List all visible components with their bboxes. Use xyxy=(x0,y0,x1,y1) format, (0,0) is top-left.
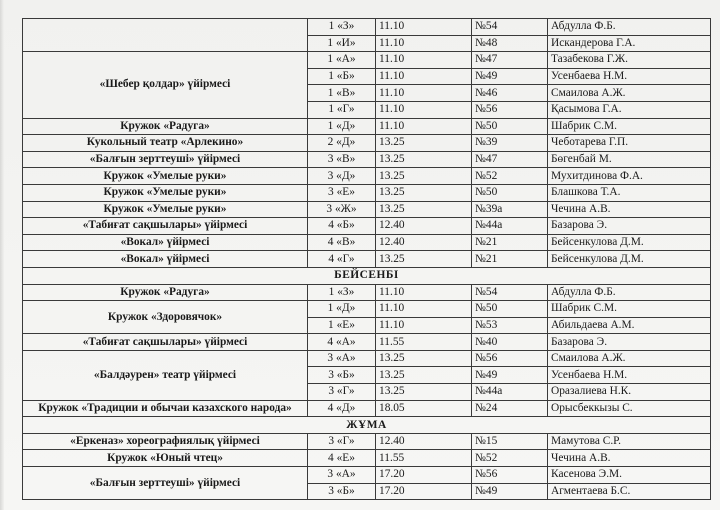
class-cell: 3 «Ж» xyxy=(308,201,376,218)
teacher-cell: Базарова Э. xyxy=(548,218,711,235)
room-cell: №47 xyxy=(472,52,548,69)
teacher-cell: Оразалиева Н.К. xyxy=(548,384,711,401)
teacher-cell: Шабрик С.М. xyxy=(548,301,711,318)
teacher-cell: Усенбаева Н.М. xyxy=(548,68,711,85)
class-cell: 3 «Д» xyxy=(308,168,376,185)
time-cell: 13.25 xyxy=(376,251,472,268)
teacher-cell: Базарова Э. xyxy=(548,334,711,351)
class-cell: 3 «Г» xyxy=(308,433,376,450)
table-row xyxy=(23,135,711,152)
table-row xyxy=(23,334,711,351)
teacher-cell: Қасымова Г.А. xyxy=(548,101,711,118)
room-cell: №49 xyxy=(472,68,548,85)
table-row xyxy=(23,400,711,417)
table-row xyxy=(23,234,711,251)
club-name-cell: Кружок «Юный чтец» xyxy=(23,450,308,467)
table-row xyxy=(23,218,711,235)
room-cell: №52 xyxy=(472,450,548,467)
room-cell: №48 xyxy=(472,35,548,52)
table-row xyxy=(23,19,711,36)
teacher-cell: Смаилова А.Ж. xyxy=(548,350,711,367)
day-heading-row xyxy=(23,267,711,284)
time-cell: 12.40 xyxy=(376,218,472,235)
club-name-cell: «Вокал» үйірмесі xyxy=(23,251,308,268)
room-cell: №46 xyxy=(472,85,548,102)
class-cell: 3 «Б» xyxy=(308,367,376,384)
class-cell: 3 «В» xyxy=(308,151,376,168)
club-name-cell: «Балдәурен» театр үйірмесі xyxy=(23,350,308,400)
club-name-cell: «Вокал» үйірмесі xyxy=(23,234,308,251)
room-cell: №44а xyxy=(472,384,548,401)
table-row xyxy=(23,450,711,467)
room-cell: №49 xyxy=(472,483,548,500)
teacher-cell: Абдулла Ф.Б. xyxy=(548,19,711,36)
teacher-cell: Абильдаева А.М. xyxy=(548,317,711,334)
club-name-cell: «Еркеназ» хореографиялық үйірмесі xyxy=(23,433,308,450)
room-cell: №56 xyxy=(472,101,548,118)
class-cell: 3 «Б» xyxy=(308,483,376,500)
room-cell: №49 xyxy=(472,367,548,384)
time-cell: 11.10 xyxy=(376,317,472,334)
class-cell: 1 «В» xyxy=(308,85,376,102)
time-cell: 11.10 xyxy=(376,118,472,135)
time-cell: 13.25 xyxy=(376,201,472,218)
teacher-cell: Мамутова С.Р. xyxy=(548,433,711,450)
teacher-cell: Искандерова Г.А. xyxy=(548,35,711,52)
time-cell: 13.25 xyxy=(376,151,472,168)
class-cell: 1 «Г» xyxy=(308,101,376,118)
time-cell: 13.25 xyxy=(376,350,472,367)
time-cell: 11.10 xyxy=(376,68,472,85)
table-row xyxy=(23,151,711,168)
table-row xyxy=(23,168,711,185)
room-cell: №44а xyxy=(472,218,548,235)
class-cell: 1 «Б» xyxy=(308,68,376,85)
class-cell: 4 «А» xyxy=(308,334,376,351)
club-name-cell: Кружок «Радуга» xyxy=(23,284,308,301)
class-cell: 3 «Г» xyxy=(308,384,376,401)
room-cell: №39 xyxy=(472,135,548,152)
room-cell: №39а xyxy=(472,201,548,218)
teacher-cell: Мухитдинова Ф.А. xyxy=(548,168,711,185)
teacher-cell: Чечина А.В. xyxy=(548,201,711,218)
time-cell: 11.10 xyxy=(376,101,472,118)
room-cell: №50 xyxy=(472,118,548,135)
class-cell: 1 «Е» xyxy=(308,317,376,334)
day-heading-thursday: БЕЙСЕНБІ xyxy=(23,267,711,284)
time-cell: 11.10 xyxy=(376,35,472,52)
room-cell: №15 xyxy=(472,433,548,450)
club-name-cell: Кружок «Умелые руки» xyxy=(23,168,308,185)
class-cell: 1 «З» xyxy=(308,19,376,36)
teacher-cell: Орысбеккызы С. xyxy=(548,400,711,417)
time-cell: 11.10 xyxy=(376,301,472,318)
teacher-cell: Чечина А.В. xyxy=(548,450,711,467)
time-cell: 13.25 xyxy=(376,135,472,152)
time-cell: 17.20 xyxy=(376,483,472,500)
time-cell: 11.55 xyxy=(376,450,472,467)
class-cell: 4 «В» xyxy=(308,234,376,251)
table-row xyxy=(23,284,711,301)
class-cell: 4 «Е» xyxy=(308,450,376,467)
class-cell: 1 «З» xyxy=(308,284,376,301)
room-cell: №50 xyxy=(472,184,548,201)
time-cell: 11.10 xyxy=(376,52,472,69)
time-cell: 11.10 xyxy=(376,19,472,36)
club-name-cell: Кружок «Традиции и обычаи казахского народа» xyxy=(23,400,308,417)
room-cell: №21 xyxy=(472,234,548,251)
page-edge-shadow xyxy=(0,0,4,510)
table-row xyxy=(23,301,711,318)
club-name-cell: «Шебер қолдар» үйірмесі xyxy=(23,52,308,118)
table-row xyxy=(23,118,711,135)
teacher-cell: Касенова Э.М. xyxy=(548,467,711,484)
table-row xyxy=(23,201,711,218)
time-cell: 13.25 xyxy=(376,168,472,185)
table-row xyxy=(23,251,711,268)
room-cell: №21 xyxy=(472,251,548,268)
day-heading-friday: ЖҰМА xyxy=(23,417,711,434)
club-name-cell: Кружок «Умелые руки» xyxy=(23,201,308,218)
time-cell: 17.20 xyxy=(376,467,472,484)
time-cell: 12.40 xyxy=(376,433,472,450)
class-cell: 4 «Г» xyxy=(308,251,376,268)
teacher-cell: Усенбаева Н.М. xyxy=(548,367,711,384)
table-row xyxy=(23,350,711,367)
class-cell: 1 «Д» xyxy=(308,301,376,318)
teacher-cell: Бейсенкулова Д.М. xyxy=(548,251,711,268)
time-cell: 18.05 xyxy=(376,400,472,417)
club-name-cell xyxy=(23,19,308,52)
time-cell: 11.10 xyxy=(376,85,472,102)
time-cell: 13.25 xyxy=(376,384,472,401)
class-cell: 3 «Е» xyxy=(308,184,376,201)
teacher-cell: Тазабекова Г.Ж. xyxy=(548,52,711,69)
class-cell: 4 «Д» xyxy=(308,400,376,417)
time-cell: 12.40 xyxy=(376,234,472,251)
teacher-cell: Шабрик С.М. xyxy=(548,118,711,135)
time-cell: 13.25 xyxy=(376,367,472,384)
room-cell: №50 xyxy=(472,301,548,318)
table-row xyxy=(23,52,711,69)
table-row xyxy=(23,467,711,484)
teacher-cell: Блашкова Т.А. xyxy=(548,184,711,201)
time-cell: 11.10 xyxy=(376,284,472,301)
room-cell: №56 xyxy=(472,467,548,484)
class-cell: 2 «Д» xyxy=(308,135,376,152)
room-cell: №54 xyxy=(472,284,548,301)
room-cell: №54 xyxy=(472,19,548,36)
class-cell: 3 «А» xyxy=(308,350,376,367)
club-name-cell: Кружок «Здоровячок» xyxy=(23,301,308,334)
table-row xyxy=(23,433,711,450)
teacher-cell: Бейсенкулова Д.М. xyxy=(548,234,711,251)
day-heading-row xyxy=(23,417,711,434)
teacher-cell: Абдулла Ф.Б. xyxy=(548,284,711,301)
club-name-cell: Кукольный театр «Арлекино» xyxy=(23,135,308,152)
teacher-cell: Бөгенбай М. xyxy=(548,151,711,168)
club-name-cell: «Балғын зерттеуші» үйірмесі xyxy=(23,151,308,168)
room-cell: №56 xyxy=(472,350,548,367)
club-name-cell: «Табиғат сақшылары» үйірмесі xyxy=(23,334,308,351)
class-cell: 4 «Б» xyxy=(308,218,376,235)
club-name-cell: «Балғын зерттеуші» үйірмесі xyxy=(23,467,308,500)
room-cell: №47 xyxy=(472,151,548,168)
teacher-cell: Смаилова А.Ж. xyxy=(548,85,711,102)
class-cell: 1 «И» xyxy=(308,35,376,52)
room-cell: №52 xyxy=(472,168,548,185)
room-cell: №40 xyxy=(472,334,548,351)
club-name-cell: Кружок «Радуга» xyxy=(23,118,308,135)
table-row xyxy=(23,184,711,201)
room-cell: №53 xyxy=(472,317,548,334)
schedule-table xyxy=(22,18,711,500)
teacher-cell: Агментаева Б.С. xyxy=(548,483,711,500)
teacher-cell: Чеботарева Г.П. xyxy=(548,135,711,152)
club-name-cell: «Табиғат сақшылары» үйірмесі xyxy=(23,218,308,235)
time-cell: 13.25 xyxy=(376,184,472,201)
class-cell: 3 «А» xyxy=(308,467,376,484)
class-cell: 1 «Д» xyxy=(308,118,376,135)
class-cell: 1 «А» xyxy=(308,52,376,69)
time-cell: 11.55 xyxy=(376,334,472,351)
club-name-cell: Кружок «Умелые руки» xyxy=(23,184,308,201)
room-cell: №24 xyxy=(472,400,548,417)
